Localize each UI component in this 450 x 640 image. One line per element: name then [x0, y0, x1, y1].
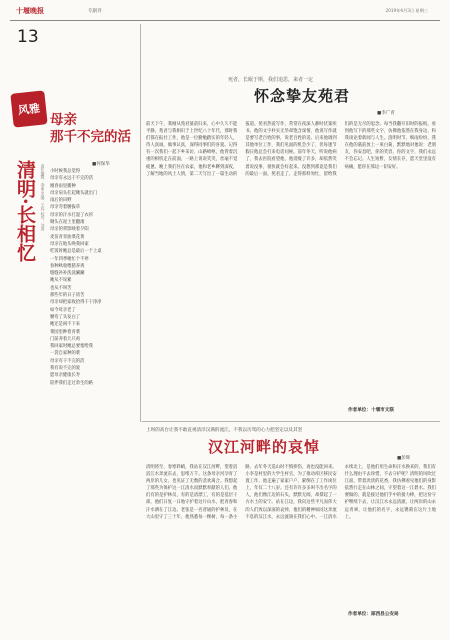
poem-author: ■何保华 — [92, 162, 110, 167]
feature-title: 怀念挚友苑君 — [254, 87, 351, 105]
second-title: 汉江河畔的哀悼 — [208, 438, 321, 456]
poem-line: 母亲有干不完的活 — [50, 358, 85, 364]
poem-column-rule — [140, 24, 141, 422]
poem-line: 缝缝补补洗洗涮涮 — [50, 271, 85, 277]
poem-line: 雨后的田野 — [50, 198, 72, 204]
second-author: ■彭辉 — [397, 456, 411, 461]
poem-line: 刚春雨里播种 — [50, 183, 76, 189]
poem-line: 母亲的背影映着夕阳 — [50, 227, 89, 233]
poem-line: 也从不叫苦 — [50, 285, 72, 291]
poem-line: 门前养着几只鸡 — [50, 336, 81, 342]
poem-line: 母亲肩头扛起锄头就出门 — [50, 190, 98, 196]
poem-line: 春种秋收喂猪养鸡 — [50, 263, 85, 269]
poem-line: 如今母亲老了 — [50, 307, 76, 313]
poem-line: 我回家时她总要塞给我 — [50, 344, 93, 350]
column-seal: 风雅 — [10, 90, 47, 127]
poem-line: 母亲弯着腰拔草 — [50, 205, 81, 211]
editor-line: 责任编辑：李丽 美编：王玮 校对：刘涛 — [41, 164, 46, 232]
poem-line: 那些年的日子清苦 — [50, 293, 85, 299]
feature-kicker: 死者，长眠于斯，我们追思，来者一定 — [228, 77, 314, 83]
poem-line: 她从不说累 — [50, 278, 72, 284]
poem-title: 母亲 那千不完的活 — [50, 112, 131, 145]
masthead-logo: 十堰晚报 — [16, 6, 44, 15]
poem-line: 陪伴我们走过余生的路 — [50, 380, 93, 386]
poem-line: 菜园里种着青菜 — [50, 329, 81, 335]
feature-body: 前天下午，我刚从苑君墓前归来，心中久久不能平静。苑君与我相识于上世纪八十年代，那时我们都在报社工作，他是一位勤勉踏实的年轻人，待人真诚，做事认真，深得同事们的喜爱。记得有一次我们一起下乡采访，山路崎岖，他背着沉重的相机走在前面，一路上说说笑笑，丝毫不觉疲惫。晚上我们住在农家，他和老乡聊到深夜，了解当地的风土人情，第二天写出了一篇生动的报道。苑君热爱写作，常常在夜深人静时伏案疾书，他的文字朴实无华却饱含深情，他说写作就是要写老百姓的事，说老百姓的话。后来他调到其他单位工作，我们见面的机会少了，但每逢节假日他总会打来电话问候。前年冬天，听说他病了，我去医院看望他，他消瘦了许多，却依然笑着说没事，很快就会好起来。没想到那竟是我们的最后一面。苑君走了，走得那样匆忙，留给我们的是无尽的思念。每当我翻开旧时的报纸，看到他写下的那些文字，仿佛他依然在我身边，和我谈论着新闻与人生。清明时节，细雨纷纷，我在他的墓前放上一束白菊，默默地对他说：老朋友，你安息吧，你的笑容，你的文字，我们永远不会忘记。人生短暂，友情长存，愿天堂里没有病痛，愿你在那边一切安好。 — [146, 122, 436, 177]
poem-body — [50, 168, 138, 412]
second-body: 清明将至，春寒料峭，我站在汉江河畔，望着滔滔江水奔流东去，思绪万千。这条母亲河孕育了两岸的儿女，也见证了无数的悲欢离合。我想起了那些为保护这一江清水而默默奉献的人们，他们有的是护林员，有的是清漂工，有的是基层干部，他们日复一日地守护着这片山水，把青春和汗水洒在了江边。老张是一名普通的护林员，在大山里守了三十年，他熟悉每一棵树，每一条小路，去年冬天巡山时不慎摔伤，再也没能回来。小李是村里的大学生村官，为了推动库区移民安置工作，他走遍了家家户户，累倒在了工作岗位上，年仅二十八岁。还有许许多多叫不出名字的人，他们像江边的石头，默默无闻，却撑起了一方水土的安宁。站在江边，我向这些平凡而伟大的人们致以深深的哀悼，他们的精神如同这奔流不息的汉江水，永远流淌在我们心中。一江清水永续北上，是他们用生命和汗水换来的，我们有什么理由不去珍惜，不去守护呢？清明的风吹过江面，带着淡淡的花香，我仿佛看见他们的身影依然行走在山林之间，守望着这一江碧水。我们要做的，就是接过他们手中的接力棒，把这份守护继续下去，让汉江水永远清澈，让两岸的山永远青翠，让他们的名字，永远镌刻在这片土地上。 — [146, 465, 436, 520]
section-divider — [142, 421, 440, 422]
poem-line: 腰弯了头发白了 — [50, 314, 81, 320]
poem-line: 母亲的汗水打湿了衣衫 — [50, 212, 93, 218]
poem-line: 母亲有永远干不完的活 — [50, 176, 93, 182]
poem-line: 我有说不完的爱 — [50, 366, 81, 372]
poem-line: 她还是闲不下来 — [50, 322, 81, 328]
poem-line: 小时候我总觉得 — [50, 169, 81, 174]
poem-line: 母亲却把家收拾得干干净净 — [50, 300, 102, 306]
poem-line: 锄头在泥土里翻滚 — [50, 220, 85, 226]
poem-line: 愿母亲健康长寿 — [50, 373, 81, 379]
masthead-page-label: 专副刊 — [88, 9, 102, 14]
column-title: 清明·长相忆 — [14, 160, 36, 262]
poem-line: 吃饭时她总是最后一个上桌 — [50, 249, 102, 255]
masthead-rule — [10, 20, 440, 21]
poem-line: 一袋自家种的菜 — [50, 351, 81, 357]
feature-footer: 作者单位：十堰市文联 — [348, 408, 394, 413]
feature-author: ■李广青 — [377, 111, 395, 116]
poem-line: 一年四季她忙个不停 — [50, 256, 89, 262]
page-number: 13 — [17, 27, 39, 47]
second-kicker: 上坝的高台让我不敢直视清洋汉满的流江，不我以历驾的心力把坚定以及其坚 — [146, 428, 303, 433]
second-footer: 作者单位：郧西县公安局 — [348, 612, 399, 617]
poem-line: 麦苗青青油菜花黄 — [50, 234, 85, 240]
issue-info: 2019年4月3日 星期三 — [385, 8, 428, 13]
poem-line: 母亲在地头唤我回家 — [50, 241, 89, 247]
